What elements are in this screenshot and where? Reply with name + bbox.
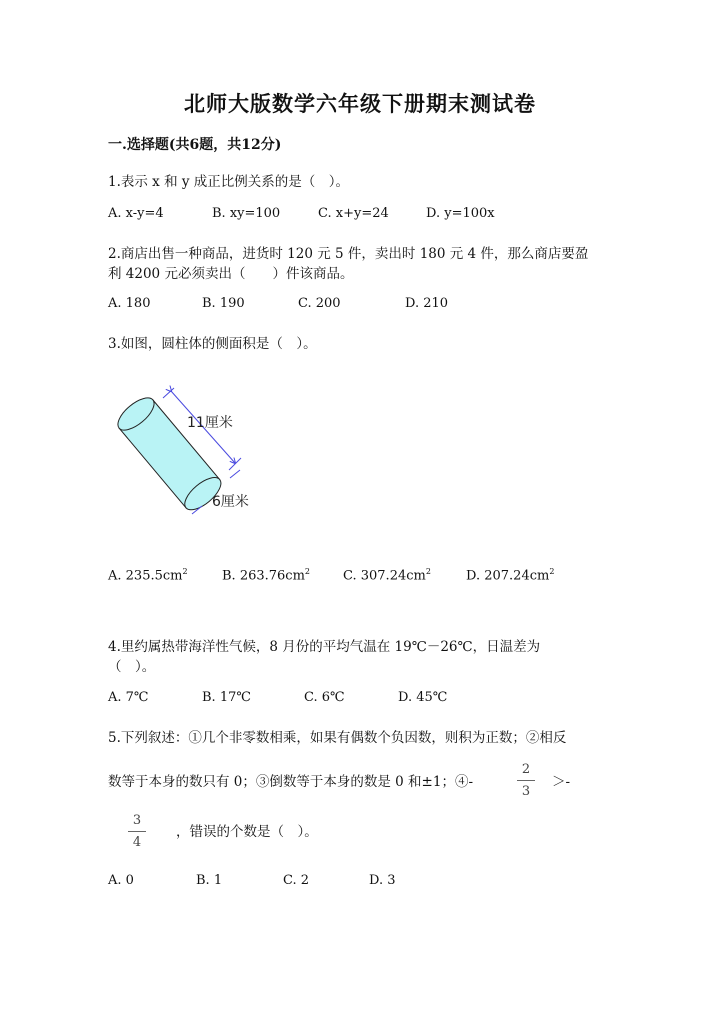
q5-option-b: B. 1: [196, 873, 223, 888]
question-2-line-2: 利 4200 元必须卖出（ ）件该商品。: [108, 266, 354, 282]
question-2-line-1: 2.商店出售一种商品，进货时 120 元 5 件，卖出时 180 元 4 件，那么商店要盈: [108, 246, 589, 262]
q4-option-c: C. 6℃: [304, 690, 345, 705]
q2-option-c: C. 200: [298, 296, 341, 311]
question-1-text: 1.表示 x 和 y 成正比例关系的是（ ）。: [108, 174, 350, 190]
q5-option-a: A. 0: [108, 873, 134, 888]
question-5-line-1: 5.下列叙述：①几个非零数相乘，如果有偶数个负因数，则积为正数；②相反: [108, 730, 567, 746]
q3-option-b: B. $263.76cm^2$: [222, 567, 311, 584]
question-4-line-1: 4.里约属热带海洋性气候，8 月份的平均气温在 19℃－26℃，日温差为: [108, 639, 541, 655]
q5-option-d: D. 3: [369, 873, 396, 888]
diameter-arrow-top: [230, 470, 240, 478]
question-4-line-2: （ ）。: [108, 659, 156, 675]
q4-option-a: A. 7℃: [108, 690, 149, 705]
diameter-label: 6厘米: [212, 494, 249, 510]
q1-option-b: B. xy=100: [212, 206, 281, 221]
q2-option-d: D. 210: [405, 296, 449, 311]
cylinder-shape: [113, 392, 226, 515]
q4-option-b: B. 17℃: [202, 690, 251, 705]
length-label: 11厘米: [187, 415, 233, 431]
section-heading: 一.选择题(共6题，共12分): [108, 137, 282, 153]
q1-option-c: C. x+y=24: [318, 206, 389, 221]
fraction-two-thirds: 2 3: [517, 762, 535, 799]
q3-option-d: D. $207.24cm^2$: [466, 567, 555, 584]
q3-option-c: C. $307.24cm^2$: [343, 567, 431, 584]
page-title: 北师大版数学六年级下册期末测试卷: [184, 91, 536, 116]
q1-option-a: A. x-y=4: [108, 206, 164, 221]
fraction-three-fourths: 3 4: [128, 813, 146, 850]
question-5-line-2: 数等于本身的数只有 0；③倒数等于本身的数是 0 和±1；④-: [108, 774, 474, 790]
question-3-text: 3.如图，圆柱体的侧面积是（ ）。: [108, 336, 317, 352]
q2-option-b: B. 190: [202, 296, 245, 311]
cylinder-figure: [108, 378, 268, 528]
q5-option-c: C. 2: [283, 873, 310, 888]
q2-option-a: A. 180: [108, 296, 151, 311]
q4-option-d: D. 45℃: [398, 690, 448, 705]
q1-option-d: D. y=100x: [426, 206, 495, 221]
q3-option-a: A. $235.5cm^2$: [108, 567, 188, 584]
question-5-comparison: ＞-: [552, 774, 571, 790]
question-5-line-3: ，错误的个数是（ ）。: [176, 824, 318, 840]
